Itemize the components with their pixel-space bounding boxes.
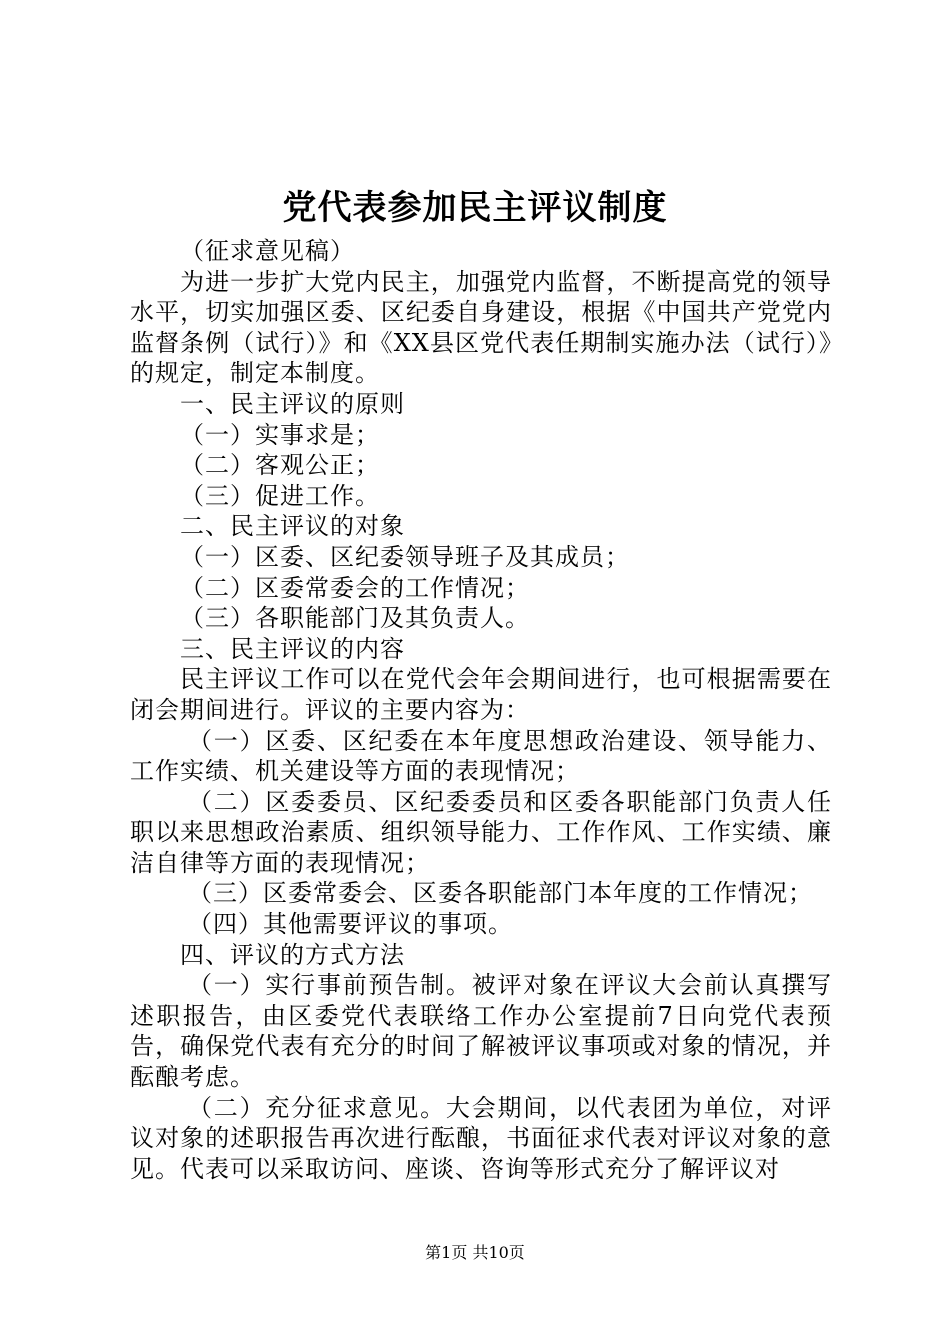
list-item: （二）客观公正； (180, 451, 380, 480)
draft-note: （征求意见稿） (180, 237, 355, 265)
document-title: 党代表参加民主评议制度 (282, 188, 668, 228)
list-item: （三）区委常委会、区委各职能部门本年度的工作情况； (188, 879, 813, 908)
page-footer (0, 1242, 950, 1264)
list-item: （一）区委、区纪委在本年度思想政治建设、领导能力、工作实绩、机关建设等方面的表现情况； (130, 726, 832, 786)
list-item: （二）区委常委会的工作情况； (180, 573, 530, 602)
content-intro-paragraph: 民主评议工作可以在党代会年会期间进行，也可根据需要在闭会期间进行。评议的主要内容为： (130, 665, 832, 724)
list-item: （一）实事求是； (180, 420, 380, 449)
list-item: （三）各职能部门及其负责人。 (180, 604, 530, 633)
section-heading-content: 三、民主评议的内容 (180, 634, 405, 663)
list-item: （二）区委委员、区纪委委员和区委各职能部门负责人任职以来思想政治素质、组织领导能力、工作作风、工作实绩、廉洁自律等方面的表现情况； (130, 787, 832, 877)
list-item: （三）促进工作。 (180, 481, 380, 510)
list-item: （一）实行事前预告制。被评对象在评议大会前认真撰写述职报告，由区委党代表联络工作办公室提前7日向党代表预告，确保党代表有充分的时间了解被评议事项或对象的情况，并酝酿考虑。 (130, 971, 832, 1092)
intro-paragraph: 为进一步扩大党内民主，加强党内监督，不断提高党的领导水平，切实加强区委、区纪委自身建设，根据《中国共产党党内监督条例（试行）》和《XX县区党代表任期制实施办法（试行）》的规定，制定本制度。 (130, 267, 832, 388)
section-heading-principles: 一、民主评议的原则 (180, 389, 405, 418)
list-item: （一）区委、区纪委领导班子及其成员； (180, 542, 630, 571)
page-number: 第1页 共10页 (425, 1243, 525, 1262)
list-item: （四）其他需要评议的事项。 (188, 910, 513, 939)
section-heading-methods: 四、评议的方式方法 (180, 940, 405, 969)
list-item: （二）充分征求意见。大会期间，以代表团为单位，对评议对象的述职报告再次进行酝酿，书面征求代表对评议对象的意见。代表可以采取访问、座谈、咨询等形式充分了解评议对 (130, 1093, 832, 1183)
section-heading-targets: 二、民主评议的对象 (180, 512, 405, 541)
document-body (130, 236, 832, 1184)
